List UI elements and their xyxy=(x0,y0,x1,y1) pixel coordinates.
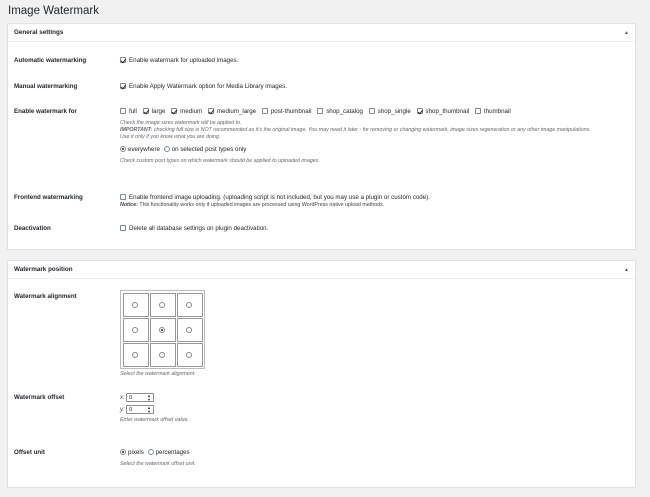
offset-y-value: 0 xyxy=(129,406,133,413)
align-bottom-center-radio[interactable] xyxy=(159,352,165,358)
align-bottom-left-radio[interactable] xyxy=(132,352,138,358)
size-label: medium_large xyxy=(216,108,257,115)
general-settings-title: General settings xyxy=(14,29,64,36)
alignment-grid xyxy=(120,290,205,369)
deactivation-text: Delete all database settings on plugin deactivation. xyxy=(129,225,269,232)
size-thumbnail-checkbox[interactable] xyxy=(475,108,481,114)
size-label: thumbnail xyxy=(483,108,511,115)
align-top-center-cell[interactable] xyxy=(150,293,176,317)
manual-watermarking-checkbox[interactable] xyxy=(120,83,126,89)
align-middle-left-radio[interactable] xyxy=(132,327,138,333)
size-post-thumbnail-checkbox[interactable] xyxy=(262,108,268,114)
align-top-left-cell[interactable] xyxy=(123,293,149,317)
automatic-watermarking-text: Enable watermark for uploaded images. xyxy=(129,57,239,64)
manual-watermarking-text: Enable Apply Watermark option for Media Library images. xyxy=(129,83,287,90)
size-label: medium xyxy=(180,108,203,115)
unit-pixels-label: pixels xyxy=(128,449,144,456)
offset-x-label: x: xyxy=(120,394,125,401)
offset-x-value: 0 xyxy=(129,394,133,401)
align-middle-right-cell[interactable] xyxy=(177,318,203,342)
size-medium-large-checkbox[interactable] xyxy=(208,108,214,114)
watermark-position-title: Watermark position xyxy=(14,266,73,273)
align-top-right-cell[interactable] xyxy=(177,293,203,317)
alignment-description: Select the watermark alignment. xyxy=(120,371,196,377)
notice-label: Notice: xyxy=(120,202,138,208)
scope-everywhere-radio[interactable] xyxy=(120,146,126,152)
align-top-center-radio[interactable] xyxy=(159,302,165,308)
frontend-watermarking-checkbox[interactable] xyxy=(120,194,126,200)
scope-selected-radio[interactable] xyxy=(164,146,170,152)
sizes-description: Check the image sizes watermark will be applied to. xyxy=(120,120,242,126)
align-bottom-left-cell[interactable] xyxy=(123,343,149,367)
warning-label: IMPORTANT: xyxy=(120,127,153,134)
size-shop-thumbnail-checkbox[interactable] xyxy=(417,108,423,114)
stepper-icon[interactable]: ▲ ▼ xyxy=(147,404,151,414)
align-middle-center-radio[interactable] xyxy=(159,327,165,333)
unit-percentages-label: percentages xyxy=(155,449,190,456)
deactivation-checkbox[interactable] xyxy=(120,225,126,231)
offset-y-label: y: xyxy=(120,406,125,413)
align-bottom-right-radio[interactable] xyxy=(186,352,192,358)
frontend-watermarking-text: Enable frontend image uploading. (uploading script is not included, but you may use a plugin or custom code). xyxy=(129,194,430,201)
general-settings-box xyxy=(7,23,636,250)
notice-text: This functionality works only if uploaded images are processed using WordPress native upload methods. xyxy=(137,202,385,208)
scope-description: Check custom post types on which watermark should be applied to uploaded images. xyxy=(120,157,320,164)
collapse-icon[interactable]: ▲ xyxy=(624,266,629,273)
scope-selected-label: on selected post types only xyxy=(171,145,247,153)
align-bottom-center-cell[interactable] xyxy=(150,343,176,367)
size-full-checkbox[interactable] xyxy=(120,108,126,114)
scope-options xyxy=(120,146,629,154)
align-middle-right-radio[interactable] xyxy=(186,327,192,333)
align-middle-left-cell[interactable] xyxy=(123,318,149,342)
offset-y-input[interactable] xyxy=(126,405,154,414)
align-top-left-radio[interactable] xyxy=(132,302,138,308)
automatic-watermarking-label: Automatic watermarking xyxy=(14,57,87,64)
offset-unit-label: Offset unit xyxy=(14,449,45,456)
enable-watermark-for-label: Enable watermark for xyxy=(14,108,77,115)
watermark-position-header[interactable] xyxy=(8,261,635,279)
watermark-offset-label: Watermark offset xyxy=(14,394,65,401)
size-label: shop_thumbnail xyxy=(425,108,470,115)
sizes-warning-note: Use it only if you know what you are doing. xyxy=(120,134,221,141)
unit-description: Select the watermark offset unit. xyxy=(120,461,196,467)
image-sizes-list xyxy=(120,108,629,116)
frontend-notice xyxy=(120,202,629,209)
size-label: large xyxy=(151,108,166,115)
unit-percentages-radio[interactable] xyxy=(148,449,154,455)
warning-text: checking full size is NOT recommended as it's the original image. You may need it later - for removing or changing watermark, image sizes regeneration or any other image manipulations. xyxy=(152,127,591,134)
general-settings-header[interactable] xyxy=(8,24,635,42)
size-label: full xyxy=(129,108,137,115)
stepper-icon[interactable]: ▲ ▼ xyxy=(147,392,151,402)
offset-x-input[interactable] xyxy=(126,393,154,402)
collapse-icon[interactable]: ▲ xyxy=(624,29,629,36)
size-label: shop_catalog xyxy=(326,108,363,115)
offset-description: Enter watermark offset value. xyxy=(120,417,189,423)
align-bottom-right-cell[interactable] xyxy=(177,343,203,367)
size-shop-catalog-checkbox[interactable] xyxy=(317,108,323,114)
size-label: shop_single xyxy=(377,108,411,115)
align-middle-center-cell[interactable] xyxy=(150,318,176,342)
align-top-right-radio[interactable] xyxy=(186,302,192,308)
size-shop-single-checkbox[interactable] xyxy=(369,108,375,114)
size-medium-checkbox[interactable] xyxy=(171,108,177,114)
size-large-checkbox[interactable] xyxy=(143,108,149,114)
size-label: post-thumbnail xyxy=(270,108,312,115)
scope-everywhere-label: everywhere xyxy=(128,145,160,153)
unit-pixels-radio[interactable] xyxy=(120,449,126,455)
watermark-position-box xyxy=(7,260,636,488)
page-title: Image Watermark xyxy=(8,5,99,17)
deactivation-label: Deactivation xyxy=(14,225,51,232)
watermark-alignment-label: Watermark alignment xyxy=(14,293,77,300)
manual-watermarking-label: Manual watermarking xyxy=(14,83,78,90)
frontend-watermarking-label: Frontend watermarking xyxy=(14,194,83,201)
automatic-watermarking-checkbox[interactable] xyxy=(120,57,126,63)
sizes-warning xyxy=(120,127,629,134)
